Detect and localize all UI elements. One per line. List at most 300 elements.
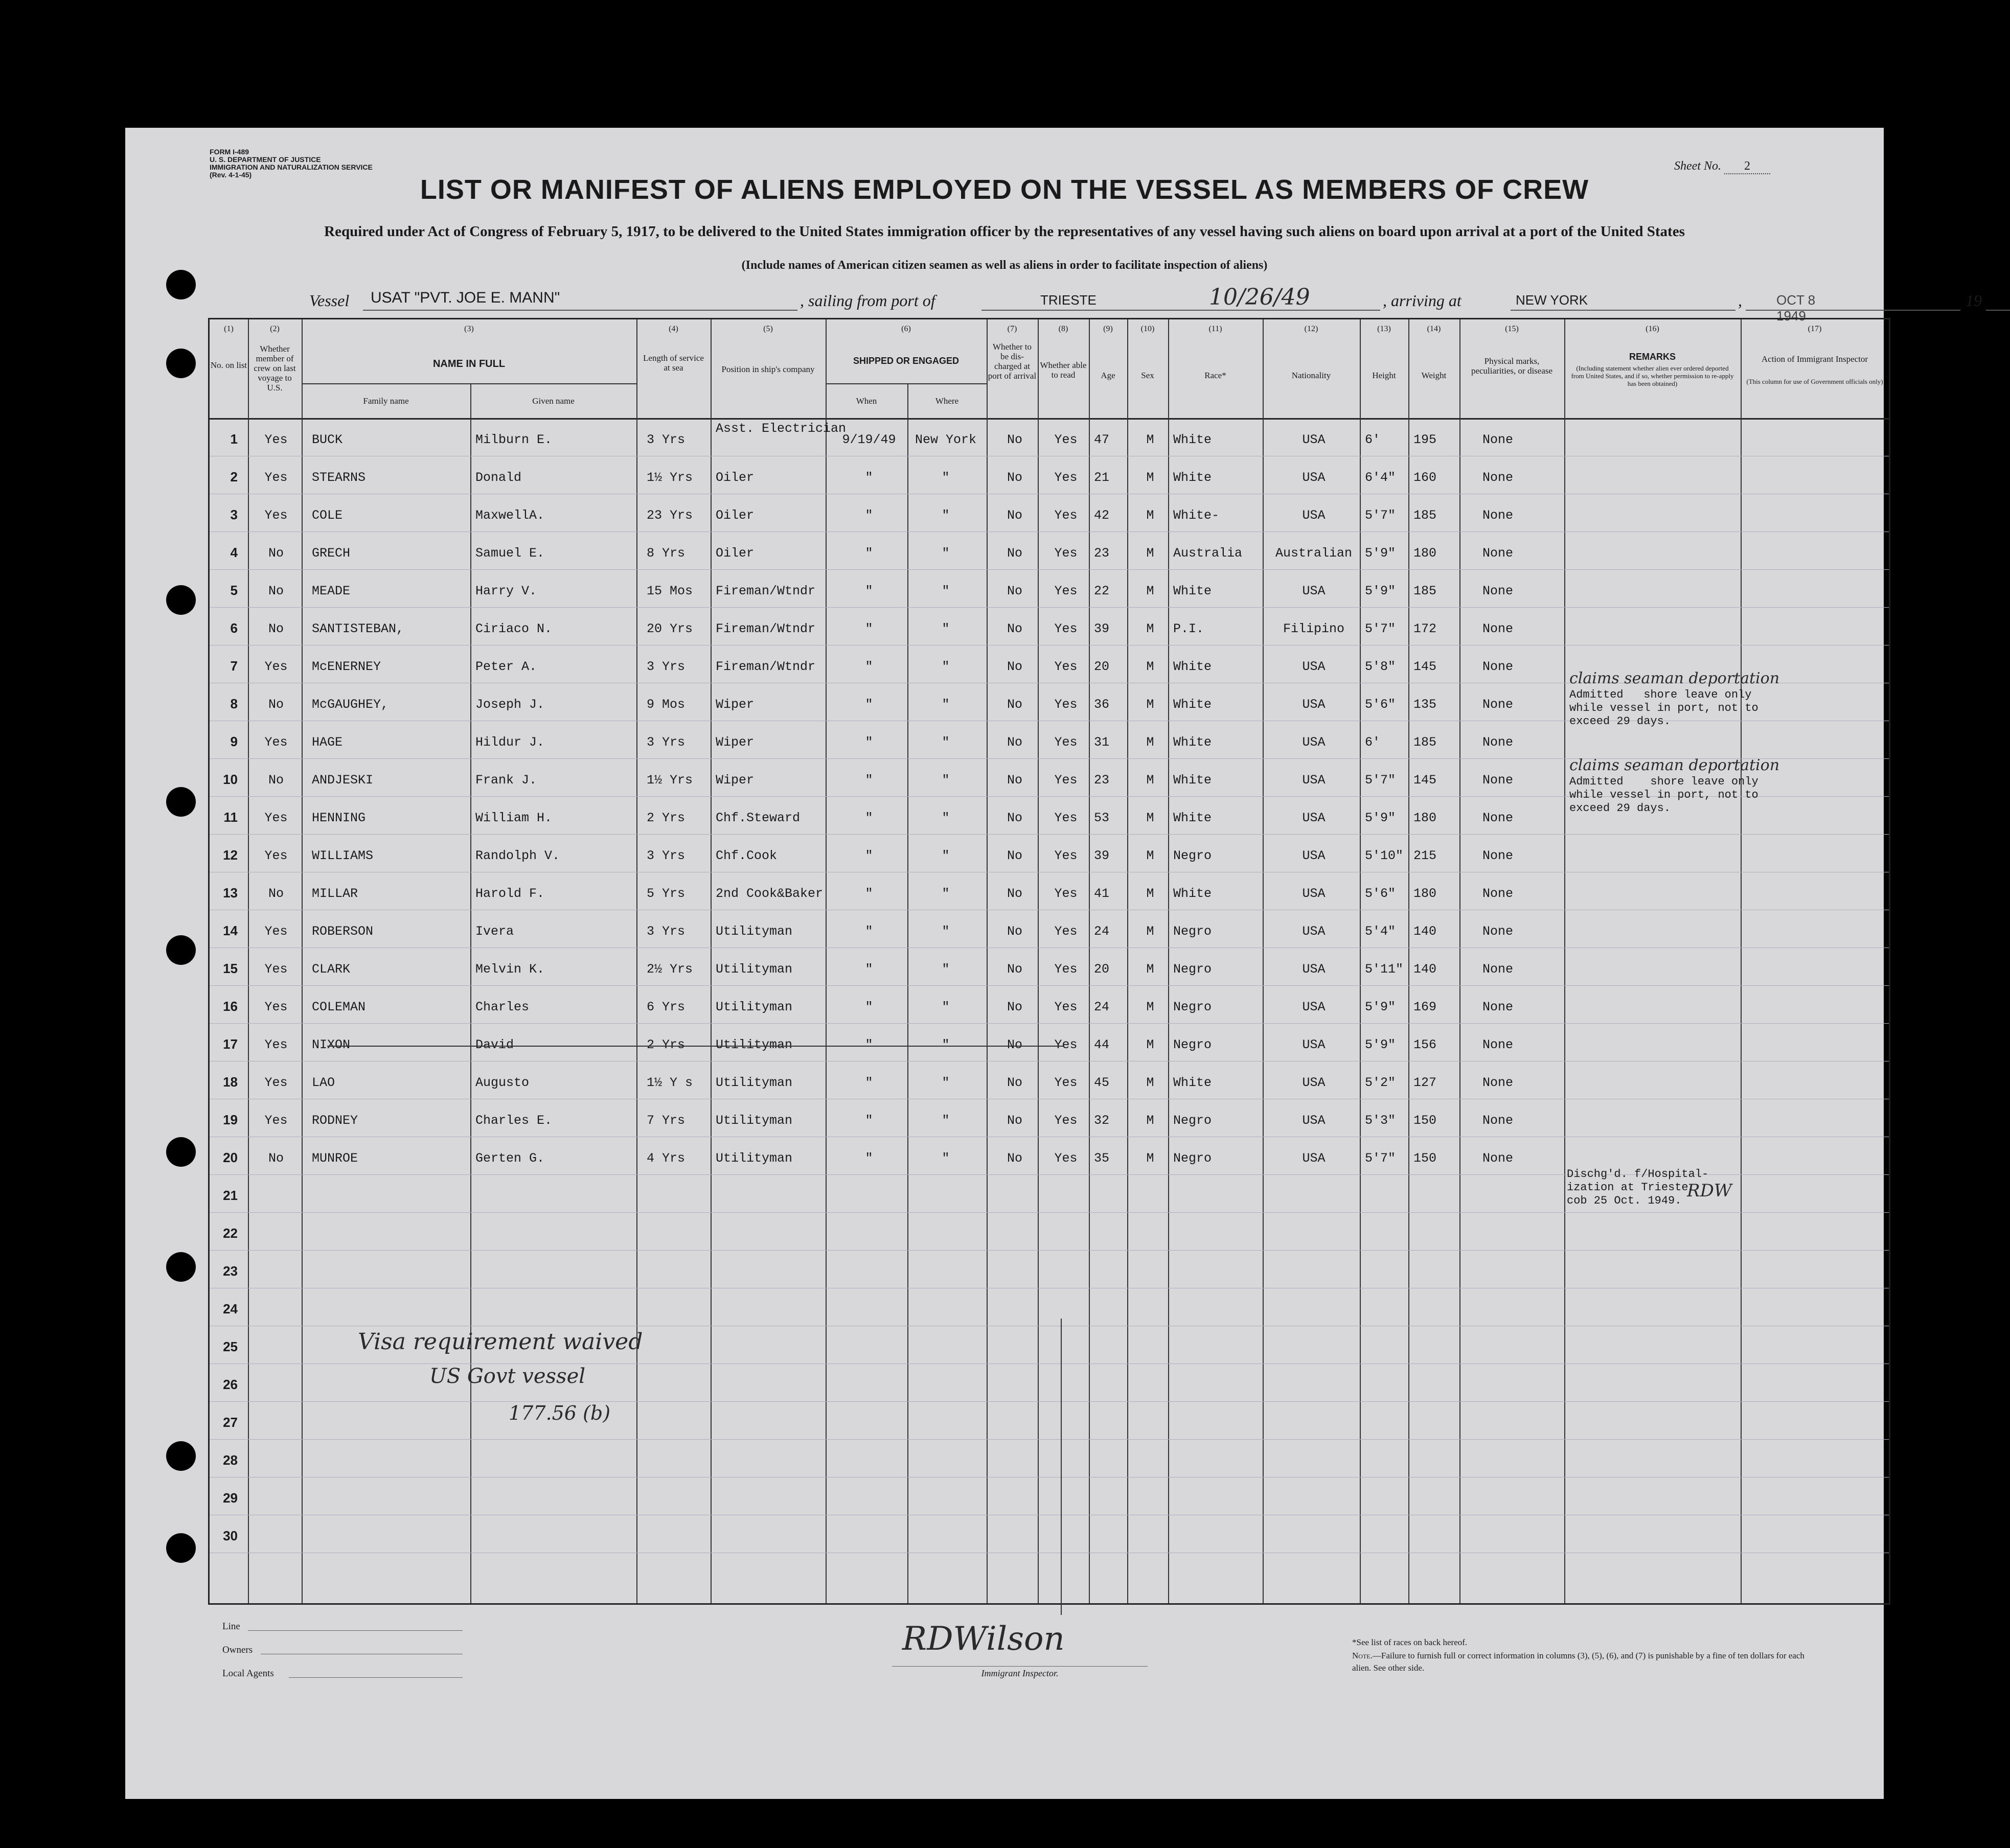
shipped-where: "	[942, 735, 950, 750]
row-number: 28	[223, 1452, 238, 1468]
shipped-where: "	[942, 1037, 950, 1052]
weight: 185	[1413, 735, 1437, 750]
given-name: Randolph V.	[475, 848, 560, 863]
length-of-service: 8 Yrs	[647, 546, 686, 561]
member-last-voyage: Yes	[264, 848, 288, 863]
vessel-line: Vessel USAT "PVT. JOE E. MANN" , sailing from port of TRIESTE 10/26/49 , arriving at NEW YORK , OCT 8 1949 19	[309, 291, 1833, 317]
table-row	[210, 1023, 1889, 1061]
member-last-voyage: No	[268, 886, 284, 901]
sex: M	[1146, 811, 1154, 825]
given-name: William H.	[475, 811, 553, 825]
position: Wiper	[716, 773, 755, 788]
table-body	[210, 418, 1889, 1603]
length-of-service: 20 Yrs	[647, 621, 693, 636]
height: 5'9"	[1365, 1037, 1396, 1052]
race: Negro	[1173, 848, 1212, 863]
to-be-discharged: No	[1007, 432, 1022, 447]
sex: M	[1146, 1000, 1154, 1014]
weight: 160	[1413, 470, 1437, 485]
age: 24	[1094, 924, 1110, 939]
punch-hole	[166, 1137, 196, 1167]
vessel-name: USAT "PVT. JOE E. MANN"	[371, 289, 560, 306]
page-subtitle: Required under Act of Congress of February 5, 1917, to be delivered to the United States immigration officer by the representatives of any vessel having such aliens on board upon arrival at a port of the United States	[324, 223, 1685, 240]
footer	[125, 1605, 1884, 1799]
table-row-empty	[210, 1212, 1889, 1251]
shipped-where: "	[942, 924, 950, 939]
sex: M	[1146, 1113, 1154, 1128]
weight: 135	[1413, 697, 1437, 712]
remark-typed-row4: Admitted shore leave only while vessel in port, not to exceed 29 days.	[1569, 688, 1758, 728]
able-to-read: Yes	[1054, 1113, 1078, 1128]
row-number: 4	[230, 545, 238, 560]
nationality: USA	[1302, 470, 1326, 485]
nationality: USA	[1302, 1113, 1326, 1128]
to-be-discharged: No	[1007, 735, 1022, 750]
race: Negro	[1173, 1037, 1212, 1052]
age: 47	[1094, 432, 1110, 447]
punch-hole	[166, 787, 196, 817]
note-text: —Failure to furnish full or correct information in columns (3), (5), (6), and (7) is punishable by a fine of ten dollars for each alien. See other side.	[1352, 1651, 1805, 1673]
sex: M	[1146, 432, 1154, 447]
given-name: Donald	[475, 470, 522, 485]
row-number: 19	[223, 1112, 238, 1127]
age: 32	[1094, 1113, 1110, 1128]
year-label: 19	[1966, 291, 1982, 310]
given-name: Hildur J.	[475, 735, 545, 750]
table-row-empty	[210, 1515, 1889, 1553]
nationality: Australian	[1275, 546, 1353, 561]
agency-dept: U. S. DEPARTMENT OF JUSTICE	[210, 155, 321, 164]
family-name: BUCK	[312, 432, 343, 447]
weight: 169	[1413, 1000, 1437, 1014]
position: Fireman/Wtndr	[716, 659, 816, 674]
row-number: 22	[223, 1226, 238, 1241]
pen-stroke	[1061, 1319, 1062, 1615]
shipped-where: "	[942, 621, 950, 636]
row-number: 26	[223, 1377, 238, 1392]
position: Wiper	[716, 697, 755, 712]
inspector-label: Immigrant Inspector.	[981, 1668, 1059, 1678]
length-of-service: 7 Yrs	[647, 1113, 686, 1128]
height: 5'3"	[1365, 1113, 1396, 1128]
position: Asst. Electrician	[716, 421, 847, 436]
shipped-when: "	[865, 508, 873, 523]
age: 35	[1094, 1151, 1110, 1166]
shipped-where: "	[942, 886, 950, 901]
row-number: 11	[223, 810, 238, 825]
age: 44	[1094, 1037, 1110, 1052]
sex: M	[1146, 735, 1154, 750]
sailing-label: , sailing from port of	[800, 291, 935, 310]
remark-initials-row17: RDW	[1687, 1181, 1732, 1201]
table-row	[210, 834, 1889, 872]
height: 5'6"	[1365, 697, 1396, 712]
to-be-discharged: No	[1007, 886, 1022, 901]
to-be-discharged: No	[1007, 1075, 1022, 1090]
shipped-where: "	[942, 848, 950, 863]
given-name: Melvin K.	[475, 962, 545, 977]
table-row	[210, 418, 1889, 456]
member-last-voyage: No	[268, 621, 284, 636]
physical-marks: None	[1482, 621, 1514, 636]
row-number: 15	[223, 961, 238, 976]
length-of-service: 3 Yrs	[647, 659, 686, 674]
family-name: MUNROE	[312, 1151, 358, 1166]
sex: M	[1146, 773, 1154, 788]
height: 5'7"	[1365, 1151, 1396, 1166]
handwritten-visa-note-1: Visa requirement waived	[358, 1329, 643, 1355]
to-be-discharged: No	[1007, 1113, 1022, 1128]
physical-marks: None	[1482, 962, 1514, 977]
nationality: USA	[1302, 1075, 1326, 1090]
physical-marks: None	[1482, 924, 1514, 939]
able-to-read: Yes	[1054, 508, 1078, 523]
row-number: 17	[223, 1036, 238, 1052]
row-number: 24	[223, 1301, 238, 1316]
port-from: TRIESTE	[1040, 292, 1097, 308]
shipped-where: New York	[915, 432, 977, 447]
age: 42	[1094, 508, 1110, 523]
member-last-voyage: No	[268, 1151, 284, 1166]
shipped-when: "	[865, 1037, 873, 1052]
sex: M	[1146, 546, 1154, 561]
member-last-voyage: Yes	[264, 811, 288, 825]
length-of-service: 9 Mos	[647, 697, 686, 712]
arriving-label: , arriving at	[1383, 291, 1461, 310]
member-last-voyage: Yes	[264, 1000, 288, 1014]
sex: M	[1146, 962, 1154, 977]
shipped-when: "	[865, 584, 873, 598]
given-name: Gerten G.	[475, 1151, 545, 1166]
col-num: (6)	[901, 325, 911, 333]
header-action-note: (This column for use of Government officials only)	[1746, 378, 1883, 385]
strikethrough-line	[327, 1046, 1063, 1047]
family-name: COLE	[312, 508, 343, 523]
member-last-voyage: Yes	[264, 1037, 288, 1052]
age: 24	[1094, 1000, 1110, 1014]
weight: 172	[1413, 621, 1437, 636]
length-of-service: 5 Yrs	[647, 886, 686, 901]
punch-hole	[166, 1252, 196, 1282]
sex: M	[1146, 1075, 1154, 1090]
able-to-read: Yes	[1054, 546, 1078, 561]
table-row	[210, 910, 1889, 948]
remark-handwritten-row4: claims seaman deportation	[1569, 669, 1780, 687]
race: Negro	[1173, 924, 1212, 939]
col-num: (1)	[224, 325, 234, 333]
position: Utilityman	[716, 924, 793, 939]
member-last-voyage: Yes	[264, 508, 288, 523]
table-row	[210, 456, 1889, 494]
header-physical: Physical marks, peculiarities, or disease	[1471, 356, 1553, 376]
length-of-service: 6 Yrs	[647, 1000, 686, 1014]
race: Australia	[1173, 546, 1243, 561]
row-number: 8	[230, 696, 238, 711]
age: 23	[1094, 546, 1110, 561]
physical-marks: None	[1482, 697, 1514, 712]
shipped-when: "	[865, 735, 873, 750]
footer-owners-label: Owners	[222, 1645, 253, 1655]
arrival-stamp-date: OCT 8 1949	[1776, 292, 1816, 324]
race: White	[1173, 697, 1212, 712]
position: Fireman/Wtndr	[716, 584, 816, 598]
shipped-where: "	[942, 546, 950, 561]
footer-agents-label: Local Agents	[222, 1668, 274, 1679]
able-to-read: Yes	[1054, 432, 1078, 447]
physical-marks: None	[1482, 848, 1514, 863]
height: 5'6"	[1365, 886, 1396, 901]
given-name: Ciriaco N.	[475, 621, 553, 636]
row-number: 27	[223, 1415, 238, 1430]
row-number: 7	[230, 658, 238, 674]
member-last-voyage: Yes	[264, 1075, 288, 1090]
weight: 145	[1413, 659, 1437, 674]
table-row	[210, 985, 1889, 1024]
weight: 180	[1413, 886, 1437, 901]
length-of-service: 3 Yrs	[647, 848, 686, 863]
shipped-where: "	[942, 1113, 950, 1128]
header-sex: Sex	[1141, 371, 1154, 380]
sex: M	[1146, 1151, 1154, 1166]
length-of-service: 3 Yrs	[647, 924, 686, 939]
physical-marks: None	[1482, 432, 1514, 447]
header-remarks: REMARKS	[1629, 352, 1676, 362]
able-to-read: Yes	[1054, 470, 1078, 485]
position: Utilityman	[716, 1037, 793, 1052]
header-race: Race*	[1204, 371, 1226, 380]
physical-marks: None	[1482, 735, 1514, 750]
nationality: USA	[1302, 735, 1326, 750]
length-of-service: 1½ Yrs	[647, 773, 693, 788]
physical-marks: None	[1482, 584, 1514, 598]
length-of-service: 2 Yrs	[647, 811, 686, 825]
length-of-service: 2½ Yrs	[647, 962, 693, 977]
nationality: USA	[1302, 508, 1326, 523]
row-number: 16	[223, 999, 238, 1014]
given-name: Joseph J.	[475, 697, 545, 712]
position: Utilityman	[716, 1113, 793, 1128]
header-age: Age	[1101, 371, 1115, 380]
remark-typed-row17: Dischg'd. f/Hospital- ization at Trieste, cob 25 Oct. 1949.	[1567, 1168, 1709, 1207]
member-last-voyage: Yes	[264, 659, 288, 674]
length-of-service: 3 Yrs	[647, 432, 686, 447]
race: White	[1173, 659, 1212, 674]
height: 5'11"	[1365, 962, 1404, 977]
to-be-discharged: No	[1007, 924, 1022, 939]
vessel-label: Vessel	[309, 291, 350, 310]
age: 20	[1094, 962, 1110, 977]
race: Negro	[1173, 1000, 1212, 1014]
able-to-read: Yes	[1054, 886, 1078, 901]
shipped-when: "	[865, 886, 873, 901]
sex: M	[1146, 508, 1154, 523]
weight: 140	[1413, 924, 1437, 939]
shipped-when: "	[865, 924, 873, 939]
physical-marks: None	[1482, 1113, 1514, 1128]
weight: 185	[1413, 584, 1437, 598]
able-to-read: Yes	[1054, 697, 1078, 712]
weight: 140	[1413, 962, 1437, 977]
row-number: 6	[230, 620, 238, 636]
able-to-read: Yes	[1054, 735, 1078, 750]
sex: M	[1146, 659, 1154, 674]
header-family-name: Family name	[363, 396, 409, 406]
nationality: USA	[1302, 1000, 1326, 1014]
family-name: MILLAR	[312, 886, 358, 901]
physical-marks: None	[1482, 1037, 1514, 1052]
position: Fireman/Wtndr	[716, 621, 816, 636]
given-name: Harold F.	[475, 886, 545, 901]
row-number: 23	[223, 1263, 238, 1279]
header-height: Height	[1372, 371, 1396, 380]
col-num: (13)	[1377, 325, 1391, 333]
race: White	[1173, 811, 1212, 825]
shipped-where: "	[942, 470, 950, 485]
header-where: Where	[935, 396, 959, 406]
form-number: FORM I-489	[210, 148, 249, 156]
race: P.I.	[1173, 621, 1204, 636]
physical-marks: None	[1482, 886, 1514, 901]
col-num: (4)	[669, 325, 678, 333]
position: Utilityman	[716, 962, 793, 977]
col-num: (12)	[1304, 325, 1318, 333]
age: 53	[1094, 811, 1110, 825]
age: 36	[1094, 697, 1110, 712]
physical-marks: None	[1482, 470, 1514, 485]
row-number: 29	[223, 1490, 238, 1506]
table-row	[210, 948, 1889, 986]
able-to-read: Yes	[1054, 584, 1078, 598]
to-be-discharged: No	[1007, 621, 1022, 636]
race: White	[1173, 1075, 1212, 1090]
nationality: USA	[1302, 432, 1326, 447]
height: 5'10"	[1365, 848, 1404, 863]
punch-hole	[166, 1533, 196, 1563]
length-of-service: 4 Yrs	[647, 1151, 686, 1166]
nationality: USA	[1302, 848, 1326, 863]
weight: 180	[1413, 811, 1437, 825]
remark-typed-row6: Admitted shore leave only while vessel in port, not to exceed 29 days.	[1569, 775, 1758, 815]
height: 5'7"	[1365, 773, 1396, 788]
row-number: 12	[223, 847, 238, 863]
row-number: 30	[223, 1528, 238, 1543]
given-name: Ivera	[475, 924, 514, 939]
page-subnote: (Include names of American citizen seamen as well as aliens in order to facilitate inspection of aliens)	[741, 259, 1268, 272]
length-of-service: 23 Yrs	[647, 508, 693, 523]
punch-hole	[166, 270, 196, 299]
shipped-where: "	[942, 508, 950, 523]
position: Wiper	[716, 735, 755, 750]
sheet-label: Sheet No.	[1674, 159, 1721, 173]
physical-marks: None	[1482, 546, 1514, 561]
given-name: Milburn E.	[475, 432, 553, 447]
weight: 215	[1413, 848, 1437, 863]
family-name: RODNEY	[312, 1113, 358, 1128]
row-number: 18	[223, 1074, 238, 1090]
able-to-read: Yes	[1054, 1000, 1078, 1014]
shipped-where: "	[942, 1000, 950, 1014]
port-to: NEW YORK	[1516, 292, 1588, 308]
sex: M	[1146, 697, 1154, 712]
table-row	[210, 1099, 1889, 1137]
given-name: David	[475, 1037, 514, 1052]
physical-marks: None	[1482, 508, 1514, 523]
shipped-when: "	[865, 1151, 873, 1166]
nationality: USA	[1302, 1037, 1326, 1052]
col-num: (9)	[1103, 325, 1113, 333]
family-name: HAGE	[312, 735, 343, 750]
header-nationality: Nationality	[1291, 371, 1331, 380]
to-be-discharged: No	[1007, 584, 1022, 598]
age: 22	[1094, 584, 1110, 598]
height: 5'2"	[1365, 1075, 1396, 1090]
age: 23	[1094, 773, 1110, 788]
weight: 127	[1413, 1075, 1437, 1090]
member-last-voyage: No	[268, 697, 284, 712]
family-name: WILLIAMS	[312, 848, 374, 863]
to-be-discharged: No	[1007, 1037, 1022, 1052]
col-num: (5)	[763, 325, 773, 333]
race: Negro	[1173, 1113, 1212, 1128]
able-to-read: Yes	[1054, 773, 1078, 788]
age: 39	[1094, 848, 1110, 863]
row-number: 21	[223, 1188, 238, 1203]
weight: 145	[1413, 773, 1437, 788]
height: 6'	[1365, 735, 1381, 750]
row-number: 5	[230, 583, 238, 598]
shipped-when: "	[865, 659, 873, 674]
sex: M	[1146, 1037, 1154, 1052]
to-be-discharged: No	[1007, 848, 1022, 863]
length-of-service: 15 Mos	[647, 584, 693, 598]
family-name: ROBERSON	[312, 924, 374, 939]
member-last-voyage: Yes	[264, 735, 288, 750]
family-name: SANTISTEBAN,	[312, 621, 404, 636]
to-be-discharged: No	[1007, 1000, 1022, 1014]
weight: 150	[1413, 1151, 1437, 1166]
able-to-read: Yes	[1054, 621, 1078, 636]
physical-marks: None	[1482, 1151, 1514, 1166]
header-when: When	[856, 396, 877, 406]
punch-hole	[166, 349, 196, 378]
shipped-when: "	[865, 962, 873, 977]
member-last-voyage: Yes	[264, 470, 288, 485]
handwritten-sail-date: 10/26/49	[1209, 284, 1310, 310]
shipped-where: "	[942, 697, 950, 712]
col-num: (10)	[1140, 325, 1155, 333]
row-number: 25	[223, 1339, 238, 1354]
col-num: (14)	[1427, 325, 1441, 333]
shipped-when: "	[865, 1000, 873, 1014]
position: Oiler	[716, 470, 755, 485]
race: White-	[1173, 508, 1220, 523]
sex: M	[1146, 848, 1154, 863]
sex: M	[1146, 621, 1154, 636]
sex: M	[1146, 470, 1154, 485]
crew-table	[208, 318, 1890, 1605]
height: 5'9"	[1365, 546, 1396, 561]
height: 5'9"	[1365, 1000, 1396, 1014]
shipped-where: "	[942, 1075, 950, 1090]
sheet-value: 2	[1724, 159, 1770, 174]
penalty-note	[1352, 1650, 1812, 1674]
height: 6'4"	[1365, 470, 1396, 485]
races-note: *See list of races on back hereof.	[1352, 1637, 1468, 1647]
member-last-voyage: Yes	[264, 924, 288, 939]
given-name: Harry V.	[475, 584, 537, 598]
table-row	[210, 872, 1889, 910]
header-name-in-full: NAME IN FULL	[432, 358, 506, 369]
